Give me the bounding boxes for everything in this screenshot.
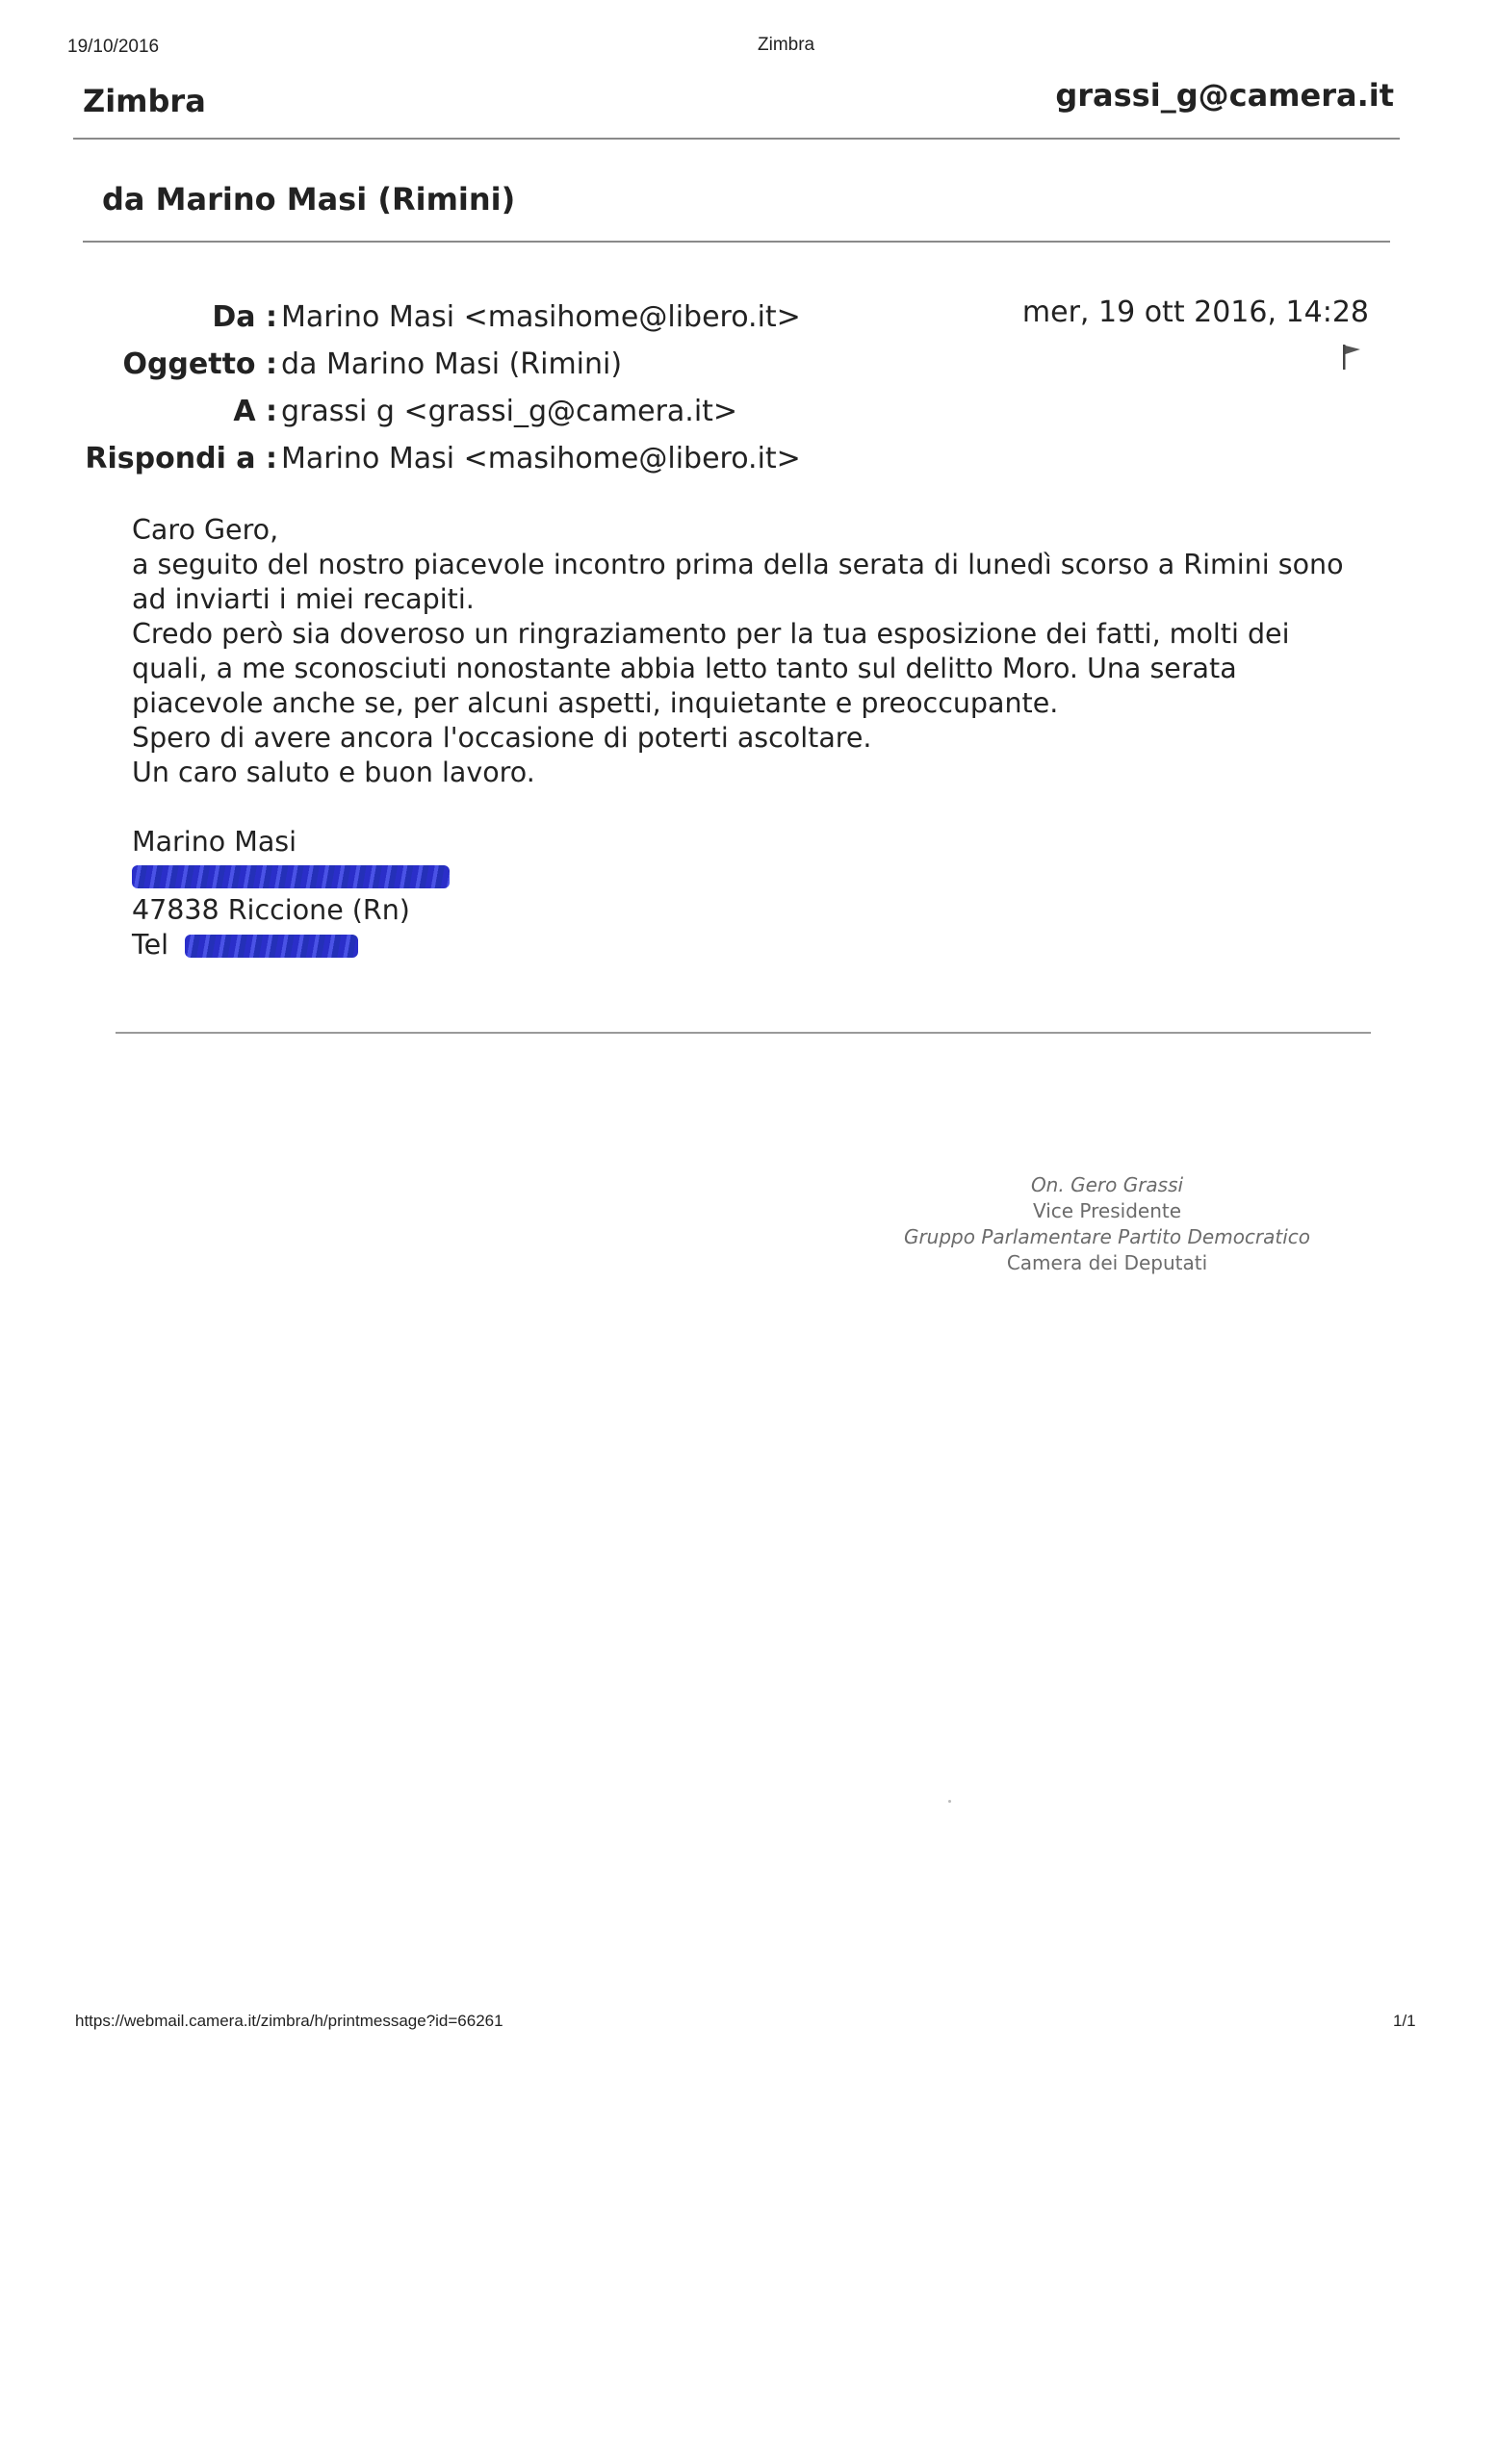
body-divider [116,1032,1371,1034]
header-subject-value: da Marino Masi (Rimini) [281,347,623,381]
header-reply-to-label: Rispondi a : [85,442,277,475]
print-title: Zimbra [758,35,815,55]
header-from-value: Marino Masi <masihome@libero.it> [281,300,801,334]
body-paragraph-4: Un caro saluto e buon lavoro. [132,757,535,788]
header-from [0,300,801,346]
official-stamp [895,1172,1319,1276]
body-greeting: Caro Gero, [132,514,279,546]
message-date: mer, 19 ott 2016, 14:28 [1021,295,1369,329]
subject-divider [83,241,1390,243]
message-body [132,513,1374,790]
header-to-label: A : [233,395,277,428]
body-paragraph-2: Credo però sia doveroso un ringraziamento per la tua esposizione dei fatti, molti dei quali, a me sconosciuti nonostante abbia letto tanto sul delitto Moro. Una serata piacevole anche se, per alcuni aspetti, inquietante e preoccupante. [132,618,1290,719]
print-date: 19/10/2016 [67,37,160,57]
footer-page-number: 1/1 [1393,2012,1416,2030]
stamp-name: On. Gero Grassi [1030,1173,1184,1196]
header-subject-label: Oggetto : [122,347,277,381]
subject-heading: da Marino Masi (Rimini) [102,181,516,218]
redacted-address [132,865,450,888]
stamp-group: Gruppo Parlamentare Partito Democratico [903,1225,1311,1248]
scan-speck [948,1800,951,1803]
footer-url: https://webmail.camera.it/zimbra/h/printmessage?id=66261 [75,2012,503,2030]
header-subject [0,347,732,394]
signature-name: Marino Masi [132,826,297,858]
header-to [0,395,738,441]
user-email: grassi_g@camera.it [1055,77,1394,114]
header-reply-to-value: Marino Masi <masihome@libero.it> [281,442,801,475]
redacted-phone [185,935,358,958]
header-from-label: Da : [212,300,277,334]
body-paragraph-1: a seguito del nostro piacevole incontro prima della serata di lunedì scorso a Rimini sono ad inviarti i miei recapiti. [132,549,1344,615]
stamp-chamber: Camera dei Deputati [1006,1251,1208,1274]
header-to-value: grassi g <grassi_g@camera.it> [281,395,738,428]
body-paragraph-3: Spero di avere ancora l'occasione di poterti ascoltare. [132,722,872,754]
app-name: Zimbra [83,83,206,119]
header-divider [73,138,1400,140]
signature-tel-label: Tel [132,929,169,961]
flag-icon[interactable] [1341,343,1364,372]
signature-street [132,860,450,891]
signature-phone [132,929,358,961]
header-reply-to [0,442,801,488]
stamp-role: Vice Presidente [1032,1199,1182,1222]
signature-city: 47838 Riccione (Rn) [132,894,410,926]
